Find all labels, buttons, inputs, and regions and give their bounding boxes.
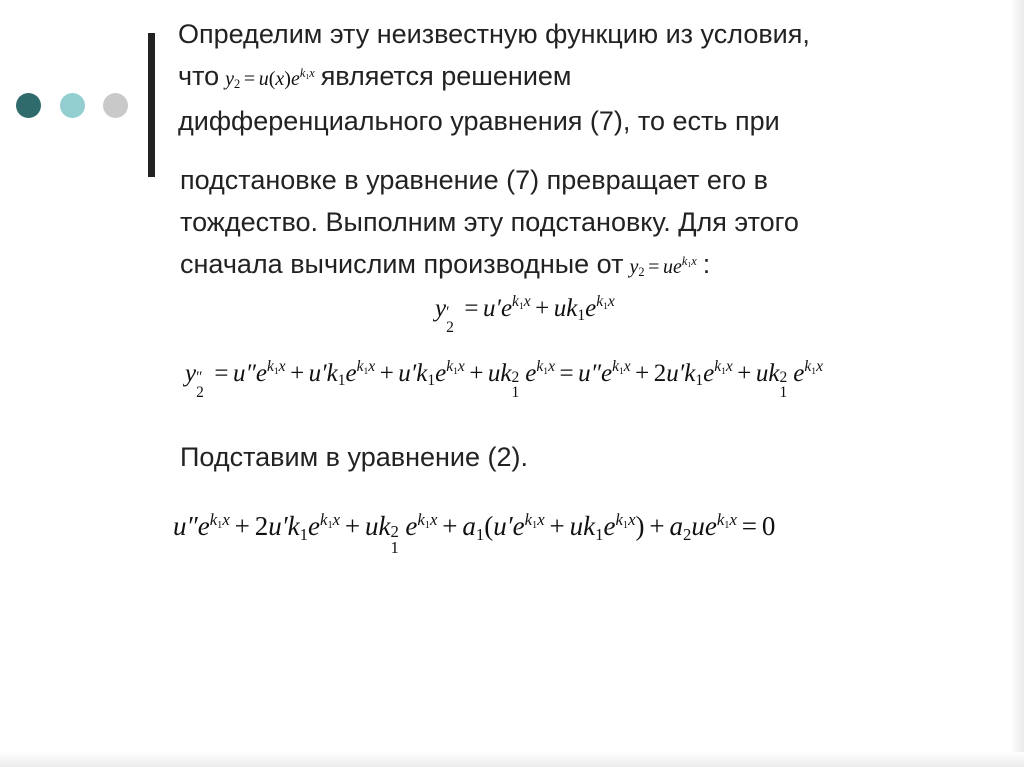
paragraph-intro xyxy=(178,13,810,142)
slide-frame-bottom-shadow xyxy=(0,752,1024,767)
paragraph-substitute-eq2 xyxy=(180,436,528,478)
p1-line2-before: что xyxy=(178,61,220,91)
p2-line2: тождество. Выполним эту подстановку. Для этого xyxy=(180,207,799,237)
slide-frame-right-shadow xyxy=(1010,0,1024,767)
p1-line2-after: является решением xyxy=(320,61,572,91)
inline-equation-y2-ue: $y_2 = ue^{k_1x}$ xyxy=(629,254,697,280)
inline-equation-y2-ux: $y_2 = u(x)e^{k_1x}$ xyxy=(225,66,315,92)
decorative-dot-light xyxy=(60,93,85,118)
p2-line1: подстановке в уравнение (7) превращает его в xyxy=(180,165,769,195)
p3-line1: Подставим в уравнение (2). xyxy=(180,442,529,472)
decorative-dot-dark xyxy=(16,93,41,118)
equation-second-derivative: y ″ 2 = $u''e^{k_1x} + u'k_1e^{k_1x} + u'k_1e^{k_1x}$ + uk 2 1 $e^{k_1x} = u''e^{k_1x} + 2u'k_1e^{k_1x}$ + uk 2 1 $e^{k_1x}$ xyxy=(185,358,823,402)
vertical-accent-bar xyxy=(148,33,155,177)
equation-first-derivative: y ′ 2 = $u'e^{k_1x} + uk_1e^{k_1x}$ xyxy=(435,293,615,337)
paragraph-substitution xyxy=(180,159,799,288)
p1-line1: Определим эту неизвестную функцию из условия, xyxy=(178,19,810,49)
p2-line3-after: : xyxy=(702,249,711,279)
decorative-dot-gray xyxy=(103,93,128,118)
p1-line3: дифференциального уравнения (7), то есть при xyxy=(178,106,780,136)
equation-substituted: $u''e^{k_1x} + 2u'k_1e^{k_1x}$ + uk 2 1 $e^{k_1x} + a_1(u'e^{k_1x} + uk_1e^{k_1x}) + a_2ue^{k_1x} = 0$ xyxy=(173,509,776,558)
p2-line3-before: сначала вычислим производные от xyxy=(180,249,624,279)
